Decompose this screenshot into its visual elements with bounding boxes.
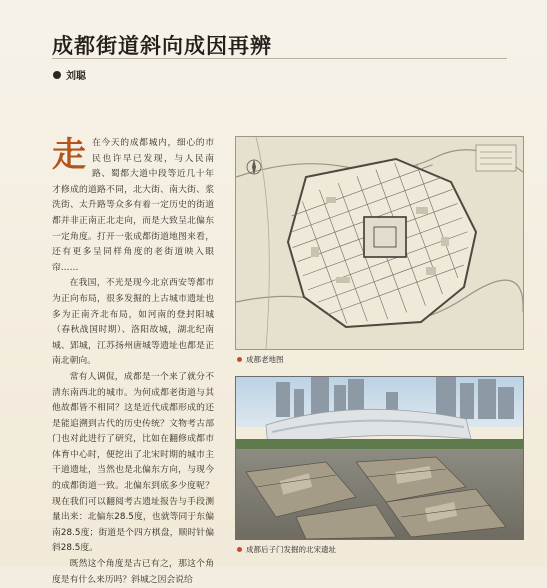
excavation-site-photo: [235, 376, 524, 540]
paragraph-1: 在今天的成都城内，细心的市民也许早已发现，与人民南路、蜀都大道中段等近几十年才修成的道路不同，北大街、南大街、浆洗街、太升路等众多有着一定历史的街道都并非正南正北走向，而是大致呈北偏东一定角度。打开一张成都街道地图来看，还有更多呈同样角度的老街道映入眼帘……: [52, 138, 214, 273]
title-divider: [52, 58, 507, 59]
author-line: [53, 67, 86, 82]
map-caption-text: 成都老地图: [246, 355, 284, 364]
map-caption: [237, 354, 284, 365]
caption-bullet-icon: [237, 547, 242, 552]
excavation-site-illustration: [236, 377, 523, 539]
article-body: [52, 136, 214, 588]
paragraph-3: 常有人调侃，成都是一个来了就分不清东南西北的城市。为何成都老街道与其他故都皆不相同？这是近代成都形成的还是能追溯到古代的历史传统？文物考古部门也对此进行了研究，比如在翻修成都市体育中心时，便挖出了北宋时期的城市主干道遗址，当然也是北偏东方向，与现今的成都街道一致。北偏东到底多少度呢？现在我们可以翻阅考古遗址报告与手段测量出来：北偏东28.5度，也就等同于东偏南28.5度；街道是个四方棋盘，顺时针偏斜28.5度。: [52, 371, 214, 554]
article-title: 成都街道斜向成因再辨: [52, 33, 272, 58]
bullet-icon: [53, 71, 61, 79]
paragraph-4: 既然这个角度是古已有之，那这个角度是有什么来历吗？斜城之因会说给: [52, 559, 214, 585]
old-map-figure: [235, 136, 524, 350]
caption-bullet-icon: [237, 357, 242, 362]
drop-cap: 走: [52, 135, 86, 175]
paragraph-2: 在我国，不光是现今北京西安等都市为正向布局，很多发掘的上古城市遗址也多为正南齐北布局，如河南的登封阳城（春秋战国时期）、洛阳故城，湖北纪南城、郢城，江苏扬州唐城等遗址也都是正南北朝向。: [52, 278, 214, 367]
author-name: 刘聪: [66, 71, 86, 82]
old-map-illustration: [236, 137, 523, 349]
site-caption-text: 成都后子门发掘的北宋遗址: [246, 545, 336, 554]
site-caption: [237, 544, 336, 555]
